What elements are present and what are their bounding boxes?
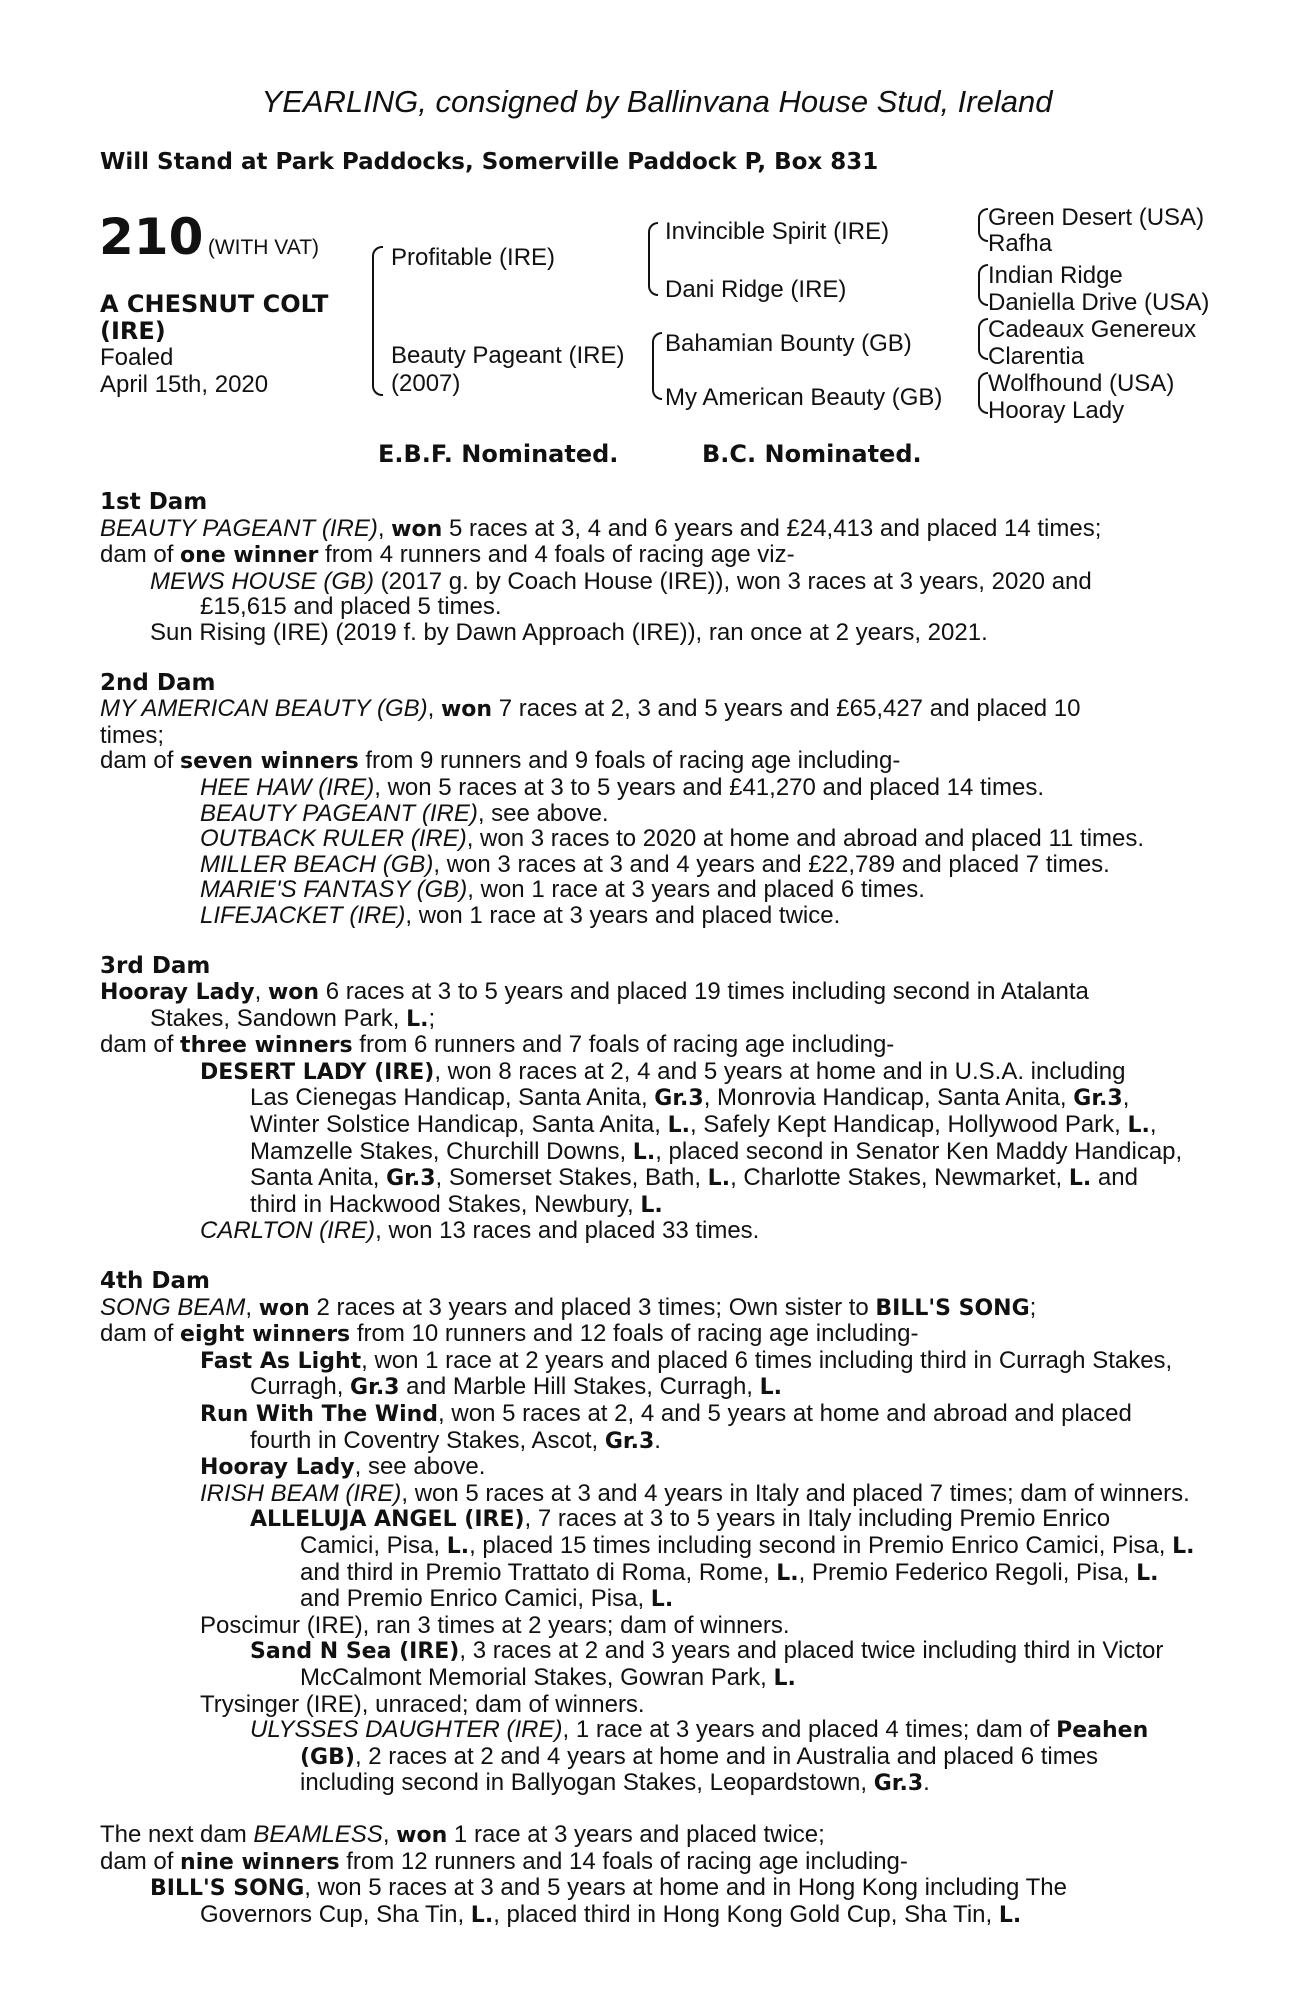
dam-sire: Bahamian Bounty (GB) [665, 330, 912, 357]
record-text: from 6 runners and 7 foals of racing age including- [352, 1031, 895, 1059]
produce-entry-continued: Winter Solstice Handicap, Santa Anita, L., Safely Kept Handicap, Hollywood Park, L., [250, 1111, 1157, 1139]
record-text: 7 races at 2, 3 and 5 years and £65,427 and placed 10 [492, 695, 1081, 723]
produce-entry [100, 1059, 1206, 1086]
lot-description: A CHESNUT COLT [100, 290, 329, 318]
fourth-dam-produce-summary: dam of eight winners from 10 runners and 12 foals of racing age including- [100, 1320, 919, 1348]
produce-entry [100, 801, 1206, 827]
sire-dam-dam: Daniella Drive (USA) [988, 289, 1210, 316]
listed-race-mark: L. [1136, 1560, 1159, 1586]
record-text: , won 1 race at 3 years and placed twice. [405, 901, 841, 929]
first-dam-produce-summary [100, 542, 1206, 569]
group-race-mark: Gr.3 [386, 1166, 436, 1192]
sire-sire-dam: Rafha [988, 230, 1053, 257]
grandproduce-entry-continued: McCalmont Memorial Stakes, Gowran Park, L. [300, 1663, 796, 1691]
group-race-mark: Gr.3 [1073, 1086, 1123, 1112]
foaled-date: April 15th, 2020 [100, 371, 269, 398]
record-text: ; [428, 1004, 436, 1032]
sire: Profitable (IRE) [391, 244, 556, 271]
dam-dam: My American Beauty (GB) [665, 384, 943, 411]
horse-name: Run With The Wind [200, 1402, 439, 1427]
grandproduce-entry-continued: and third in Premio Trattato di Roma, Rome, L., Premio Federico Regoli, Pisa, L. [300, 1558, 1159, 1586]
record-text: , won 5 races at 3 to 5 years and £41,270 and placed 14 times. [374, 773, 1044, 801]
listed-race-mark: L. [632, 1139, 656, 1165]
listed-race-mark: L. [446, 1533, 470, 1559]
record-text: , won 1 race at 3 years and placed 6 times. [467, 876, 925, 904]
produce-entry-continued: fourth in Coventry Stakes, Ascot, Gr.3. [250, 1426, 661, 1454]
first-dam-heading: 1st Dam [100, 489, 208, 515]
listed-race-mark: L. [470, 1902, 494, 1928]
dam-sire-dam: Clarentia [988, 343, 1085, 370]
dam-year: (2007) [391, 370, 461, 397]
record-continued [100, 1006, 1206, 1033]
dam-history [100, 490, 1206, 1928]
produce-entry-continued: Mamzelle Stakes, Churchill Downs, L., placed second in Senator Ken Maddy Handicap, [250, 1137, 1183, 1165]
dam-of-label: dam of [100, 1320, 181, 1348]
sibling-name: BILL'S SONG [875, 1295, 1030, 1321]
dam-of-label: dam of [100, 747, 181, 775]
won-label: won [396, 1822, 448, 1848]
produce-entry [100, 903, 1206, 929]
record-text: , won 8 races at 2, 4 and 5 years at home and in U.S.A. including [434, 1057, 1126, 1085]
produce-entry-continued: Las Cienegas Handicap, Santa Anita, Gr.3, Monrovia Handicap, Santa Anita, Gr.3, [250, 1084, 1130, 1112]
bc-nomination: B.C. Nominated. [702, 440, 922, 468]
grandproduce-entry-continued: and Premio Enrico Camici, Pisa, L. [300, 1585, 674, 1613]
horse-name: BEAMLESS [253, 1820, 383, 1848]
sire-sire-sire: Green Desert (USA) [988, 204, 1205, 231]
won-label: won [440, 697, 493, 723]
dam-of-label: dam of [100, 1847, 181, 1875]
pedigree-brace [978, 264, 988, 306]
pedigree-brace [978, 318, 988, 360]
stand-location: Will Stand at Park Paddocks, Somerville Paddock P, Box 831 [100, 149, 879, 175]
second-dam-heading: 2nd Dam [100, 669, 216, 696]
horse-name: Peahen [1056, 1718, 1149, 1744]
grandproduce-entry: ULYSSES DAUGHTER (IRE), 1 race at 3 years and placed 4 times; dam of Peahen [250, 1716, 1149, 1744]
grandproduce-entry: Sand N Sea (IRE), 3 races at 2 and 3 years and placed twice including third in Victor [250, 1637, 1164, 1665]
third-dam-produce-summary [100, 1032, 1206, 1059]
record-text: , see above. [477, 799, 609, 827]
grandproduce-entry-continued: Camici, Pisa, L., placed 15 times including second in Premio Enrico Camici, Pisa, L. [300, 1531, 1195, 1559]
listed-race-mark: L. [1172, 1533, 1195, 1559]
first-dam-record: BEAUTY PAGEANT (IRE), won 5 races at 3, 4 and 6 years and £24,413 and placed 14 times; [100, 514, 1102, 542]
horse-name: ALLELUJA ANGEL (IRE) [250, 1507, 525, 1533]
country-suffix: (GB) [300, 1744, 355, 1770]
sire-dam: Dani Ridge (IRE) [665, 276, 847, 303]
horse-name: OUTBACK RULER (IRE) [200, 825, 467, 853]
listed-race-mark: L. [759, 1375, 783, 1401]
listed-race-mark: L. [640, 1192, 663, 1218]
horse-name: BILL'S SONG [150, 1876, 305, 1902]
grandproduce-entry-continued: (GB), 2 races at 2 and 4 years at home and in Australia and placed 6 times [300, 1742, 1099, 1770]
record-text: 5 races at 3, 4 and 6 years and £24,413 and placed 14 times; [442, 514, 1102, 542]
horse-name: IRISH BEAM (IRE) [200, 1479, 402, 1507]
record-text: , won 3 races to 2020 at home and abroad and placed 11 times. [466, 825, 1145, 853]
produce-entry: Run With The Wind, won 5 races at 2, 4 and 5 years at home and abroad and placed [200, 1400, 1132, 1427]
record-text: 6 races at 3 to 5 years and placed 19 times including second in Atalanta [319, 978, 1089, 1006]
listed-race-mark: L. [650, 1587, 674, 1613]
record-text: Stakes, Sandown Park, [150, 1004, 407, 1032]
produce-entry: Fast As Light, won 1 race at 2 years and placed 6 times including third in Curragh Stakes, [200, 1346, 1173, 1374]
horse-name: Hooray Lady [200, 1455, 355, 1481]
dam-of-label: dam of [100, 1031, 181, 1059]
horse-name: HEE HAW (IRE) [200, 773, 375, 801]
dam-dam-dam: Hooray Lady [988, 397, 1125, 424]
record-text: from 9 runners and 9 foals of racing age including- [358, 747, 901, 775]
next-dam-record: The next dam BEAMLESS, won 1 race at 3 years and placed twice; [100, 1820, 825, 1848]
produce-entry [100, 852, 1206, 878]
record-text: , won 3 races at 3 and 4 years and £22,789 and placed 7 times. [433, 850, 1110, 878]
winners-count: seven winners [180, 749, 359, 775]
horse-name: BEAUTY PAGEANT (IRE) [200, 799, 478, 827]
catalogue-header: YEARLING, consigned by Ballinvana House Stud, Ireland [261, 84, 1053, 119]
next-dam-produce-summary: dam of nine winners from 12 runners and 14 foals of racing age including- [100, 1847, 908, 1875]
produce-entry: BILL'S SONG, won 5 races at 3 and 5 years at home and in Hong Kong including The [150, 1874, 1067, 1902]
horse-name: MEWS HOUSE (GB) [150, 567, 375, 595]
pedigree-brace [648, 222, 658, 296]
horse-name: CARLTON (IRE) [200, 1217, 376, 1245]
group-race-mark: Gr.3 [350, 1375, 400, 1401]
record-text: from 4 runners and 4 foals of racing age viz- [318, 541, 795, 569]
produce-entry [100, 826, 1206, 852]
foaled-label: Foaled [100, 344, 174, 371]
winners-count: eight winners [180, 1322, 351, 1348]
dam-of-label: dam of [100, 541, 181, 569]
horse-name: MARIE'S FANTASY (GB) [200, 876, 468, 904]
sire-dam-sire: Indian Ridge [988, 262, 1123, 289]
won-label: won [258, 1295, 310, 1321]
pedigree-brace [372, 246, 383, 396]
horse-name: Hooray Lady [100, 980, 255, 1006]
listed-race-mark: L. [406, 1006, 429, 1032]
listed-race-mark: L. [667, 1113, 690, 1139]
record-text: , won 13 races and placed 33 times. [375, 1217, 760, 1245]
produce-entry-continued: £15,615 and placed 5 times. [200, 593, 502, 621]
listed-race-mark: L. [707, 1166, 731, 1192]
listed-race-mark: L. [773, 1665, 796, 1691]
horse-name: MILLER BEACH (GB) [200, 850, 434, 878]
dam-sire-sire: Cadeaux Genereux [988, 316, 1197, 343]
lot-number-block [99, 208, 320, 266]
horse-name: BEAUTY PAGEANT (IRE) [100, 514, 378, 542]
grandproduce-entry-continued: including second in Ballyogan Stakes, Leopardstown, Gr.3. [300, 1769, 930, 1797]
horse-name: ULYSSES DAUGHTER (IRE) [250, 1716, 563, 1744]
won-label: won [267, 980, 320, 1006]
group-race-mark: Gr.3 [604, 1428, 655, 1454]
group-race-mark: Gr.3 [654, 1086, 704, 1112]
sire-sire: Invincible Spirit (IRE) [665, 218, 890, 245]
fourth-dam-heading: 4th Dam [100, 1268, 210, 1295]
produce-entry [100, 877, 1206, 903]
won-label: won [391, 516, 443, 542]
produce-entry: Poscimur (IRE), ran 3 times at 2 years; dam of winners. [200, 1611, 790, 1639]
horse-name: LIFEJACKET (IRE) [200, 901, 406, 929]
listed-race-mark: L. [998, 1902, 1022, 1928]
produce-entry [100, 569, 1206, 595]
pedigree-brace [978, 208, 988, 242]
vat-note: (WITH VAT) [207, 236, 320, 259]
record-text: (2017 g. by Coach House (IRE)), won 3 races at 3 years, 2020 and [374, 567, 1092, 595]
produce-entry: Hooray Lady, see above. [200, 1453, 486, 1481]
horse-name: SONG BEAM [100, 1293, 246, 1321]
produce-entry-continued: third in Hackwood Stakes, Newbury, L. [250, 1190, 663, 1218]
dam-dam-sire: Wolfhound (USA) [988, 370, 1175, 397]
listed-race-mark: L. [1127, 1113, 1150, 1139]
pedigree-brace [978, 372, 988, 414]
produce-entry: IRISH BEAM (IRE), won 5 races at 3 and 4 years in Italy and placed 7 times; dam of winners. [200, 1479, 1190, 1507]
group-race-mark: Gr.3 [873, 1771, 924, 1797]
horse-name: DESERT LADY (IRE) [200, 1059, 435, 1085]
produce-entry-continued: Santa Anita, Gr.3, Somerset Stakes, Bath, L., Charlotte Stakes, Newmarket, L. and [250, 1164, 1138, 1192]
listed-race-mark: L. [776, 1560, 799, 1586]
third-dam-record: Hooray Lady, won 6 races at 3 to 5 years and placed 19 times including second in Atalanta [100, 978, 1089, 1006]
horse-name: MY AMERICAN BEAUTY (GB) [100, 695, 428, 723]
lot-number: 210 [99, 208, 204, 266]
produce-entry-continued: Curragh, Gr.3 and Marble Hill Stakes, Curragh, L. [250, 1373, 783, 1401]
produce-entry [100, 775, 1206, 801]
produce-entry [100, 1218, 1206, 1244]
winners-count: three winners [180, 1033, 353, 1059]
second-dam-record: MY AMERICAN BEAUTY (GB), won 7 races at 2, 3 and 5 years and £65,427 and placed 10 [100, 695, 1081, 723]
horse-name: Fast As Light [200, 1348, 362, 1374]
ebf-nomination: E.B.F. Nominated. [378, 440, 619, 468]
grandproduce-entry: ALLELUJA ANGEL (IRE), 7 races at 3 to 5 years in Italy including Premio Enrico [250, 1505, 1111, 1533]
horse-name: Sand N Sea (IRE) [250, 1639, 460, 1665]
fourth-dam-record: SONG BEAM, won 2 races at 3 years and placed 3 times; Own sister to BILL'S SONG; [100, 1293, 1037, 1321]
dam: Beauty Pageant (IRE) [391, 342, 625, 369]
record-continued: times; [100, 721, 165, 749]
winners-count: one winner [180, 543, 319, 569]
produce-entry: Sun Rising (IRE) (2019 f. by Dawn Approach (IRE)), ran once at 2 years, 2021. [150, 618, 988, 646]
lot-description-country: (IRE) [100, 317, 166, 345]
third-dam-heading: 3rd Dam [100, 952, 211, 979]
produce-entry-continued: Governors Cup, Sha Tin, L., placed third in Hong Kong Gold Cup, Sha Tin, L. [200, 1900, 1022, 1928]
pedigree-brace [652, 332, 662, 400]
produce-entry: Trysinger (IRE), unraced; dam of winners. [200, 1690, 645, 1718]
listed-race-mark: L. [1068, 1166, 1092, 1192]
second-dam-produce-summary [100, 748, 1206, 775]
winners-count: nine winners [180, 1849, 340, 1875]
